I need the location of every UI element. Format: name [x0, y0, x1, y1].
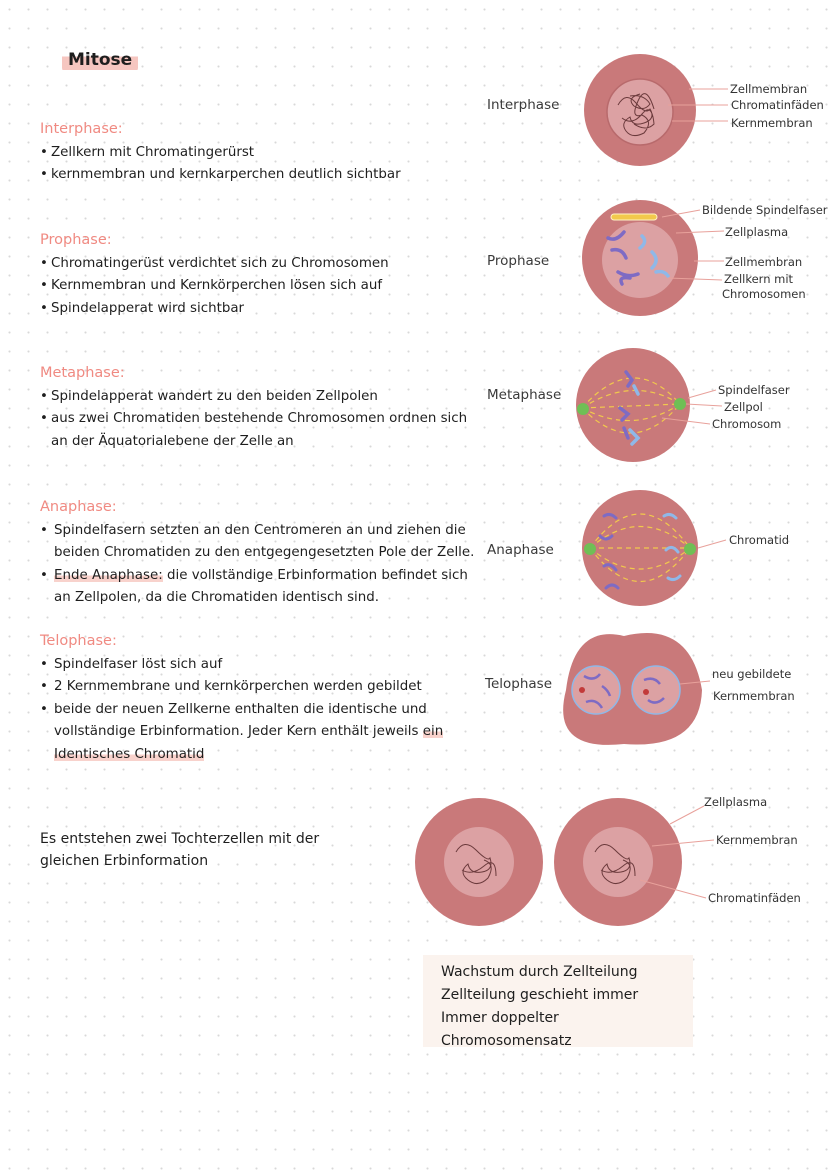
phase-label-telophase: Telophase	[485, 676, 553, 692]
highlight-ende-anaphase: Ende Anaphase:	[54, 567, 163, 583]
section-heading: Interphase:	[40, 121, 123, 137]
label-zellpol: Zellpol	[724, 400, 763, 414]
note-line: Immer doppelter Chromosomensatz	[441, 1010, 572, 1049]
label-chromosom: Chromosom	[712, 417, 782, 431]
page-title: Mitose	[62, 48, 138, 72]
note-line: Wachstum durch Zellteilung	[441, 964, 638, 980]
list-item: • Chromatingerüst verdichtet sich zu Chromosomen	[40, 255, 389, 271]
list-item: • Spindelfaser löst sich auf	[40, 656, 223, 672]
list-item: • Spindelapperat wandert zu den beiden Zellpolen	[40, 388, 378, 404]
label-chromatid: Chromatid	[729, 533, 790, 547]
prophase-cell	[582, 200, 724, 316]
phase-label-anaphase: Anaphase	[487, 542, 554, 558]
phase-label-interphase: Interphase	[487, 97, 560, 113]
list-item: • 2 Kernmembrane und kernkörperchen werden gebildet	[40, 679, 422, 695]
daughter-cells	[415, 798, 714, 926]
label-chromatinfaeden: Chromatinfäden	[731, 98, 824, 112]
list-item: • Zellkern mit Chromatingerürst	[40, 144, 255, 160]
label-spindelfaser: Spindelfaser	[718, 383, 790, 397]
label-zellkern-mit: Zellkern mit	[724, 272, 794, 286]
label-bildende-spindelfaser: Bildende Spindelfaser	[702, 203, 828, 217]
conclusion-text: Es entstehen zwei Tochterzellen mit der gleichen Erbinformation	[40, 831, 320, 869]
phase-label-prophase: Prophase	[487, 253, 550, 269]
section-heading: Metaphase:	[40, 365, 125, 381]
label-zellmembran: Zellmembran	[725, 255, 803, 269]
label-zellplasma-daughter: Zellplasma	[704, 795, 768, 809]
list-item: • Spindelfasern setzten an den Centromeren an und ziehen die beiden Chromatiden zu den entgegengesetzten Pole der Zelle.	[40, 522, 475, 561]
label-chromatinfaeden-daughter: Chromatinfäden	[708, 891, 801, 905]
phase-label-metaphase: Metaphase	[487, 387, 562, 403]
anaphase-cell	[582, 490, 726, 606]
list-item: • beide der neuen Zellkerne enthalten die identische und vollständige Erbinformation. Jeder Kern enthält jeweils ein Identisches Chromatid	[40, 701, 444, 762]
list-item: • Kernmembran und Kernkörperchen lösen sich auf	[40, 278, 383, 294]
list-item: • aus zwei Chromatiden bestehende Chromosomen ordnen sich an der Äquatorialebene der Zelle an	[40, 411, 468, 449]
section-heading: Prophase:	[40, 232, 112, 248]
summary-note	[423, 955, 693, 1047]
label-kernmembran-daughter: Kernmembran	[716, 833, 798, 847]
label-zellmembran: Zellmembran	[730, 82, 808, 96]
metaphase-cell	[576, 348, 722, 462]
telophase-cell	[563, 633, 710, 745]
label-neu-gebildete: neu gebildete	[712, 667, 792, 681]
label-kernmembran-telophase: Kernmembran	[713, 689, 795, 703]
label-kernmembran: Kernmembran	[731, 116, 813, 130]
section-heading: Telophase:	[40, 633, 117, 649]
list-item: • Ende Anaphase: die vollständige Erbinformation befindet sich an Zellpolen, da die Chromatiden identisch sind.	[40, 567, 468, 606]
label-chromosomen: Chromosomen	[722, 287, 806, 301]
interphase-cell	[584, 54, 728, 166]
section-heading: Anaphase:	[40, 499, 117, 515]
list-item: • Spindelapperat wird sichtbar	[40, 300, 245, 316]
label-zellplasma: Zellplasma	[725, 225, 789, 239]
list-item: • kernmembran und kernkarperchen deutlich sichtbar	[40, 167, 401, 183]
highlight-identisches-chromatid: Identisches Chromatid	[54, 746, 205, 762]
note-line: Zellteilung geschieht immer	[441, 987, 639, 1003]
